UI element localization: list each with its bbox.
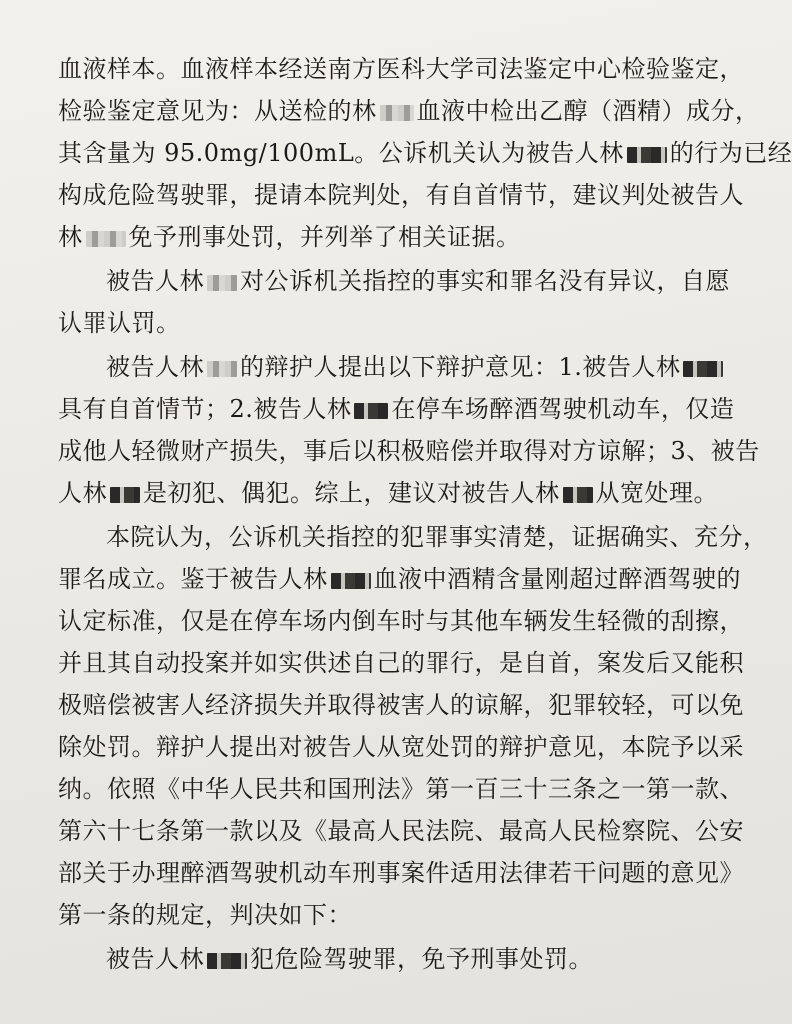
text-segment: 被告人林 xyxy=(106,945,204,973)
text-line xyxy=(58,852,744,894)
redaction-mosaic xyxy=(207,361,237,377)
text-segment: 第一条的规定，判决如下： xyxy=(58,901,352,929)
document-page xyxy=(58,48,792,980)
text-segment: 林 xyxy=(58,223,83,251)
text-segment: 从宽处理。 xyxy=(595,479,718,507)
text-segment: 对公诉机关指控的事实和罪名没有异议，自愿 xyxy=(240,267,730,295)
redaction-mosaic xyxy=(331,573,371,589)
redaction-mosaic xyxy=(110,487,140,503)
text-segment: 第六十七条第一款以及《最高人民法院、最高人民检察院、公安 xyxy=(58,817,744,845)
text-line xyxy=(58,516,768,558)
text-segment: 认定标准，仅是在停车场内倒车时与其他车辆发生轻微的刮擦， xyxy=(58,607,744,635)
redaction-mosaic xyxy=(563,487,593,503)
text-line xyxy=(58,558,741,600)
text-line xyxy=(58,472,730,514)
text-segment: 本院认为，公诉机关指控的犯罪事实清楚，证据确实、充分， xyxy=(106,523,768,551)
text-line xyxy=(58,938,730,980)
redaction-mosaic xyxy=(380,105,414,121)
text-segment: 被告人林 xyxy=(106,267,204,295)
text-line xyxy=(58,430,760,472)
text-line xyxy=(58,768,744,810)
redaction-mosaic xyxy=(86,231,126,247)
text-line xyxy=(58,346,730,388)
text-segment: 极赔偿被害人经济损失并取得被害人的谅解，犯罪较轻，可以免 xyxy=(58,691,744,719)
text-line xyxy=(58,684,744,726)
redaction-mosaic xyxy=(683,361,723,377)
text-segment: 的行为已经 xyxy=(669,139,792,167)
text-line xyxy=(58,48,744,90)
text-segment: 部关于办理醉酒驾驶机动车刑事案件适用法律若干问题的意见》 xyxy=(58,859,744,887)
redaction-mosaic xyxy=(207,953,247,969)
text-segment: 是初犯、偶犯。综上，建议对被告人林 xyxy=(143,479,560,507)
text-segment: 血液中检出乙醇（酒精）成分， xyxy=(416,97,760,125)
text-segment: 人林 xyxy=(58,479,107,507)
text-line xyxy=(58,132,792,174)
text-line xyxy=(58,726,744,768)
text-line xyxy=(58,216,730,258)
text-line xyxy=(58,642,744,684)
text-segment: 具有自首情节；2.被告人林 xyxy=(58,395,352,423)
text-segment: 构成危险驾驶罪，提请本院判处，有自首情节，建议判处被告人 xyxy=(58,181,744,209)
text-segment: 免予刑事处罚，并列举了相关证据。 xyxy=(128,223,521,251)
text-segment: 在停车场醉酒驾驶机动车，仅造 xyxy=(391,395,735,423)
redaction-mosaic xyxy=(207,275,237,291)
text-segment: 血液样本。血液样本经送南方医科大学司法鉴定中心检验鉴定， xyxy=(58,55,744,83)
text-line xyxy=(58,810,744,852)
text-line xyxy=(58,894,730,936)
redaction-mosaic xyxy=(354,403,388,419)
text-segment: 血液中酒精含量刚超过醉酒驾驶的 xyxy=(373,565,741,593)
text-line xyxy=(58,388,735,430)
text-segment: 罪名成立。鉴于被告人林 xyxy=(58,565,328,593)
text-line xyxy=(58,302,730,344)
text-line xyxy=(58,174,744,216)
text-line xyxy=(58,600,744,642)
text-segment: 认罪认罚。 xyxy=(58,309,181,337)
text-line xyxy=(58,90,760,132)
text-line xyxy=(58,260,730,302)
text-segment: 检验鉴定意见为：从送检的林 xyxy=(58,97,377,125)
text-segment: 成他人轻微财产损失，事后以积极赔偿并取得对方谅解；3、被告 xyxy=(58,437,760,465)
text-segment: 纳。依照《中华人民共和国刑法》第一百三十三条之一第一款、 xyxy=(58,775,744,803)
redaction-mosaic xyxy=(627,147,667,163)
text-segment: 并且其自动投案并如实供述自己的罪行，是自首，案发后又能积 xyxy=(58,649,744,677)
text-segment: 其含量为 95.0mg/100mL。公诉机关认为被告人林 xyxy=(58,139,624,167)
text-segment: 犯危险驾驶罪，免予刑事处罚。 xyxy=(250,945,593,973)
text-segment: 的辩护人提出以下辩护意见：1.被告人林 xyxy=(240,353,681,381)
text-segment: 除处罚。辩护人提出对被告人从宽处罚的辩护意见，本院予以采 xyxy=(58,733,744,761)
text-segment: 被告人林 xyxy=(106,353,204,381)
